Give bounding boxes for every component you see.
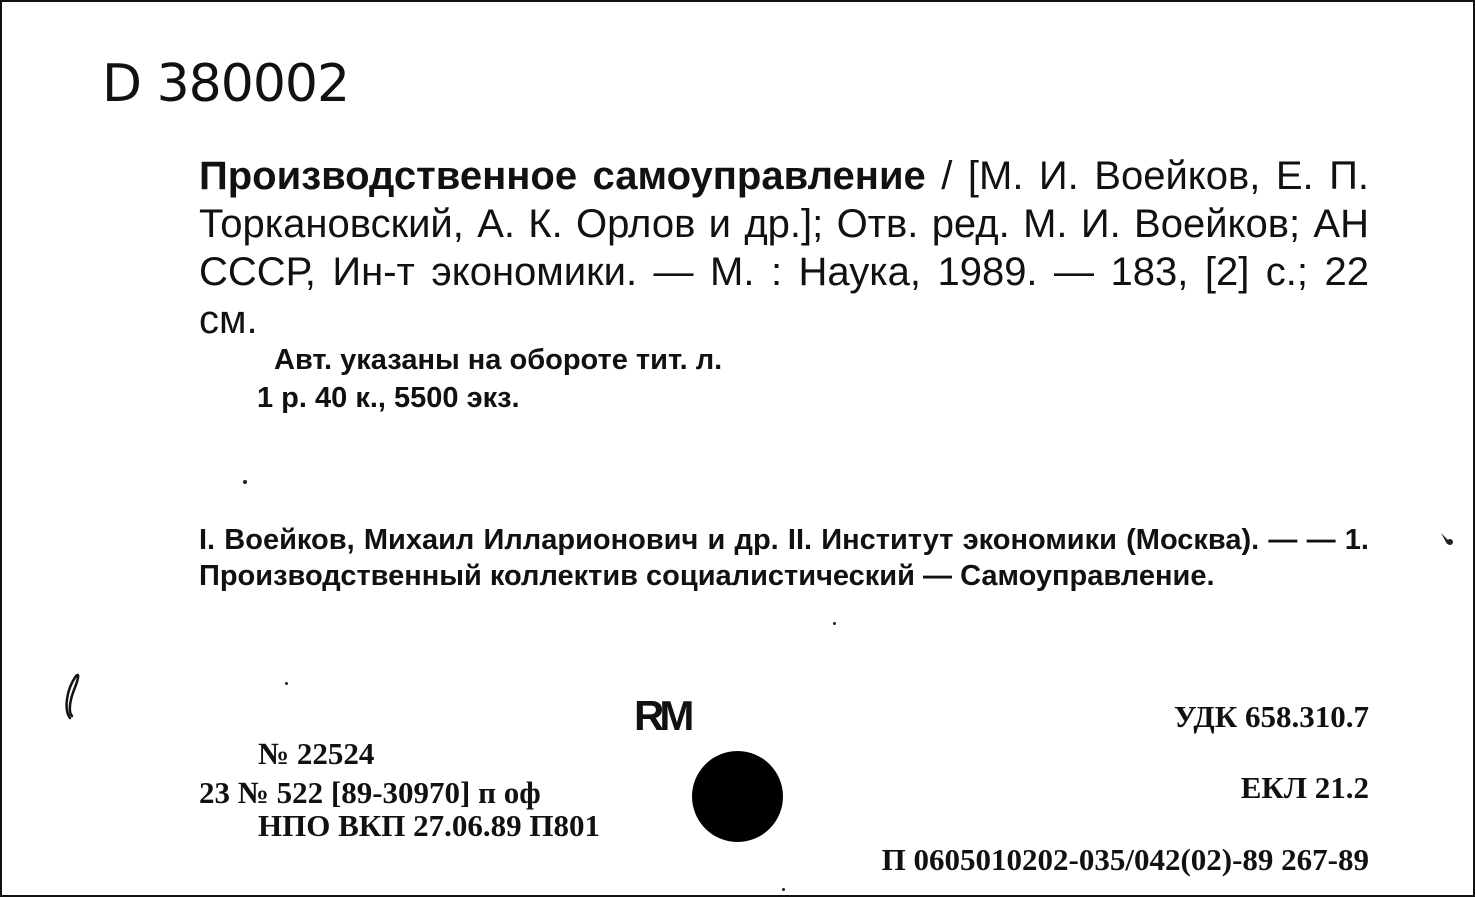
black-dot-mark bbox=[692, 751, 783, 842]
price-note: 1 р. 40 к., 5500 экз. bbox=[257, 382, 520, 414]
bibliographic-description bbox=[199, 152, 1369, 344]
ink-mark-icon bbox=[1438, 530, 1456, 548]
ekl-code: ЕКЛ 21.2 bbox=[1240, 770, 1369, 805]
printer-line: НПО ВКП 27.06.89 П801 bbox=[258, 808, 600, 843]
authors-note: Авт. указаны на обороте тит. л. bbox=[274, 344, 723, 376]
pencil-mark-icon bbox=[58, 670, 82, 722]
accession-number: № 22524 bbox=[258, 736, 375, 771]
rm-stamp: RM bbox=[634, 692, 690, 739]
order-line: 23 № 522 [89-30970] п оф bbox=[199, 775, 541, 810]
speck-mark bbox=[833, 622, 836, 625]
udk-code: УДК 658.310.7 bbox=[1173, 699, 1369, 734]
index-code: П 0605010202-035/042(02)-89 267-89 bbox=[881, 842, 1369, 877]
speck-mark bbox=[285, 682, 288, 685]
call-number: D 380002 bbox=[102, 54, 350, 114]
subject-tracings: I. Воейков, Михаил Илларионович и др. II. Институт экономики (Москва). — — 1. Производственный коллектив социалистический — Самоуправление. bbox=[199, 524, 1369, 592]
speck-mark bbox=[243, 480, 247, 484]
book-title: Производственное самоуправление bbox=[199, 154, 926, 198]
speck-mark bbox=[782, 888, 785, 891]
statement-of-responsibility: / [М. И. Воейков, Е. П. Торкановский, А. К. Орлов и др.]; Отв. ред. М. И. Воейков; АН СССР, Ин-т экономики. — М. : Наука, 1989. — 183, [2] с.; 22 см. bbox=[199, 154, 1370, 342]
